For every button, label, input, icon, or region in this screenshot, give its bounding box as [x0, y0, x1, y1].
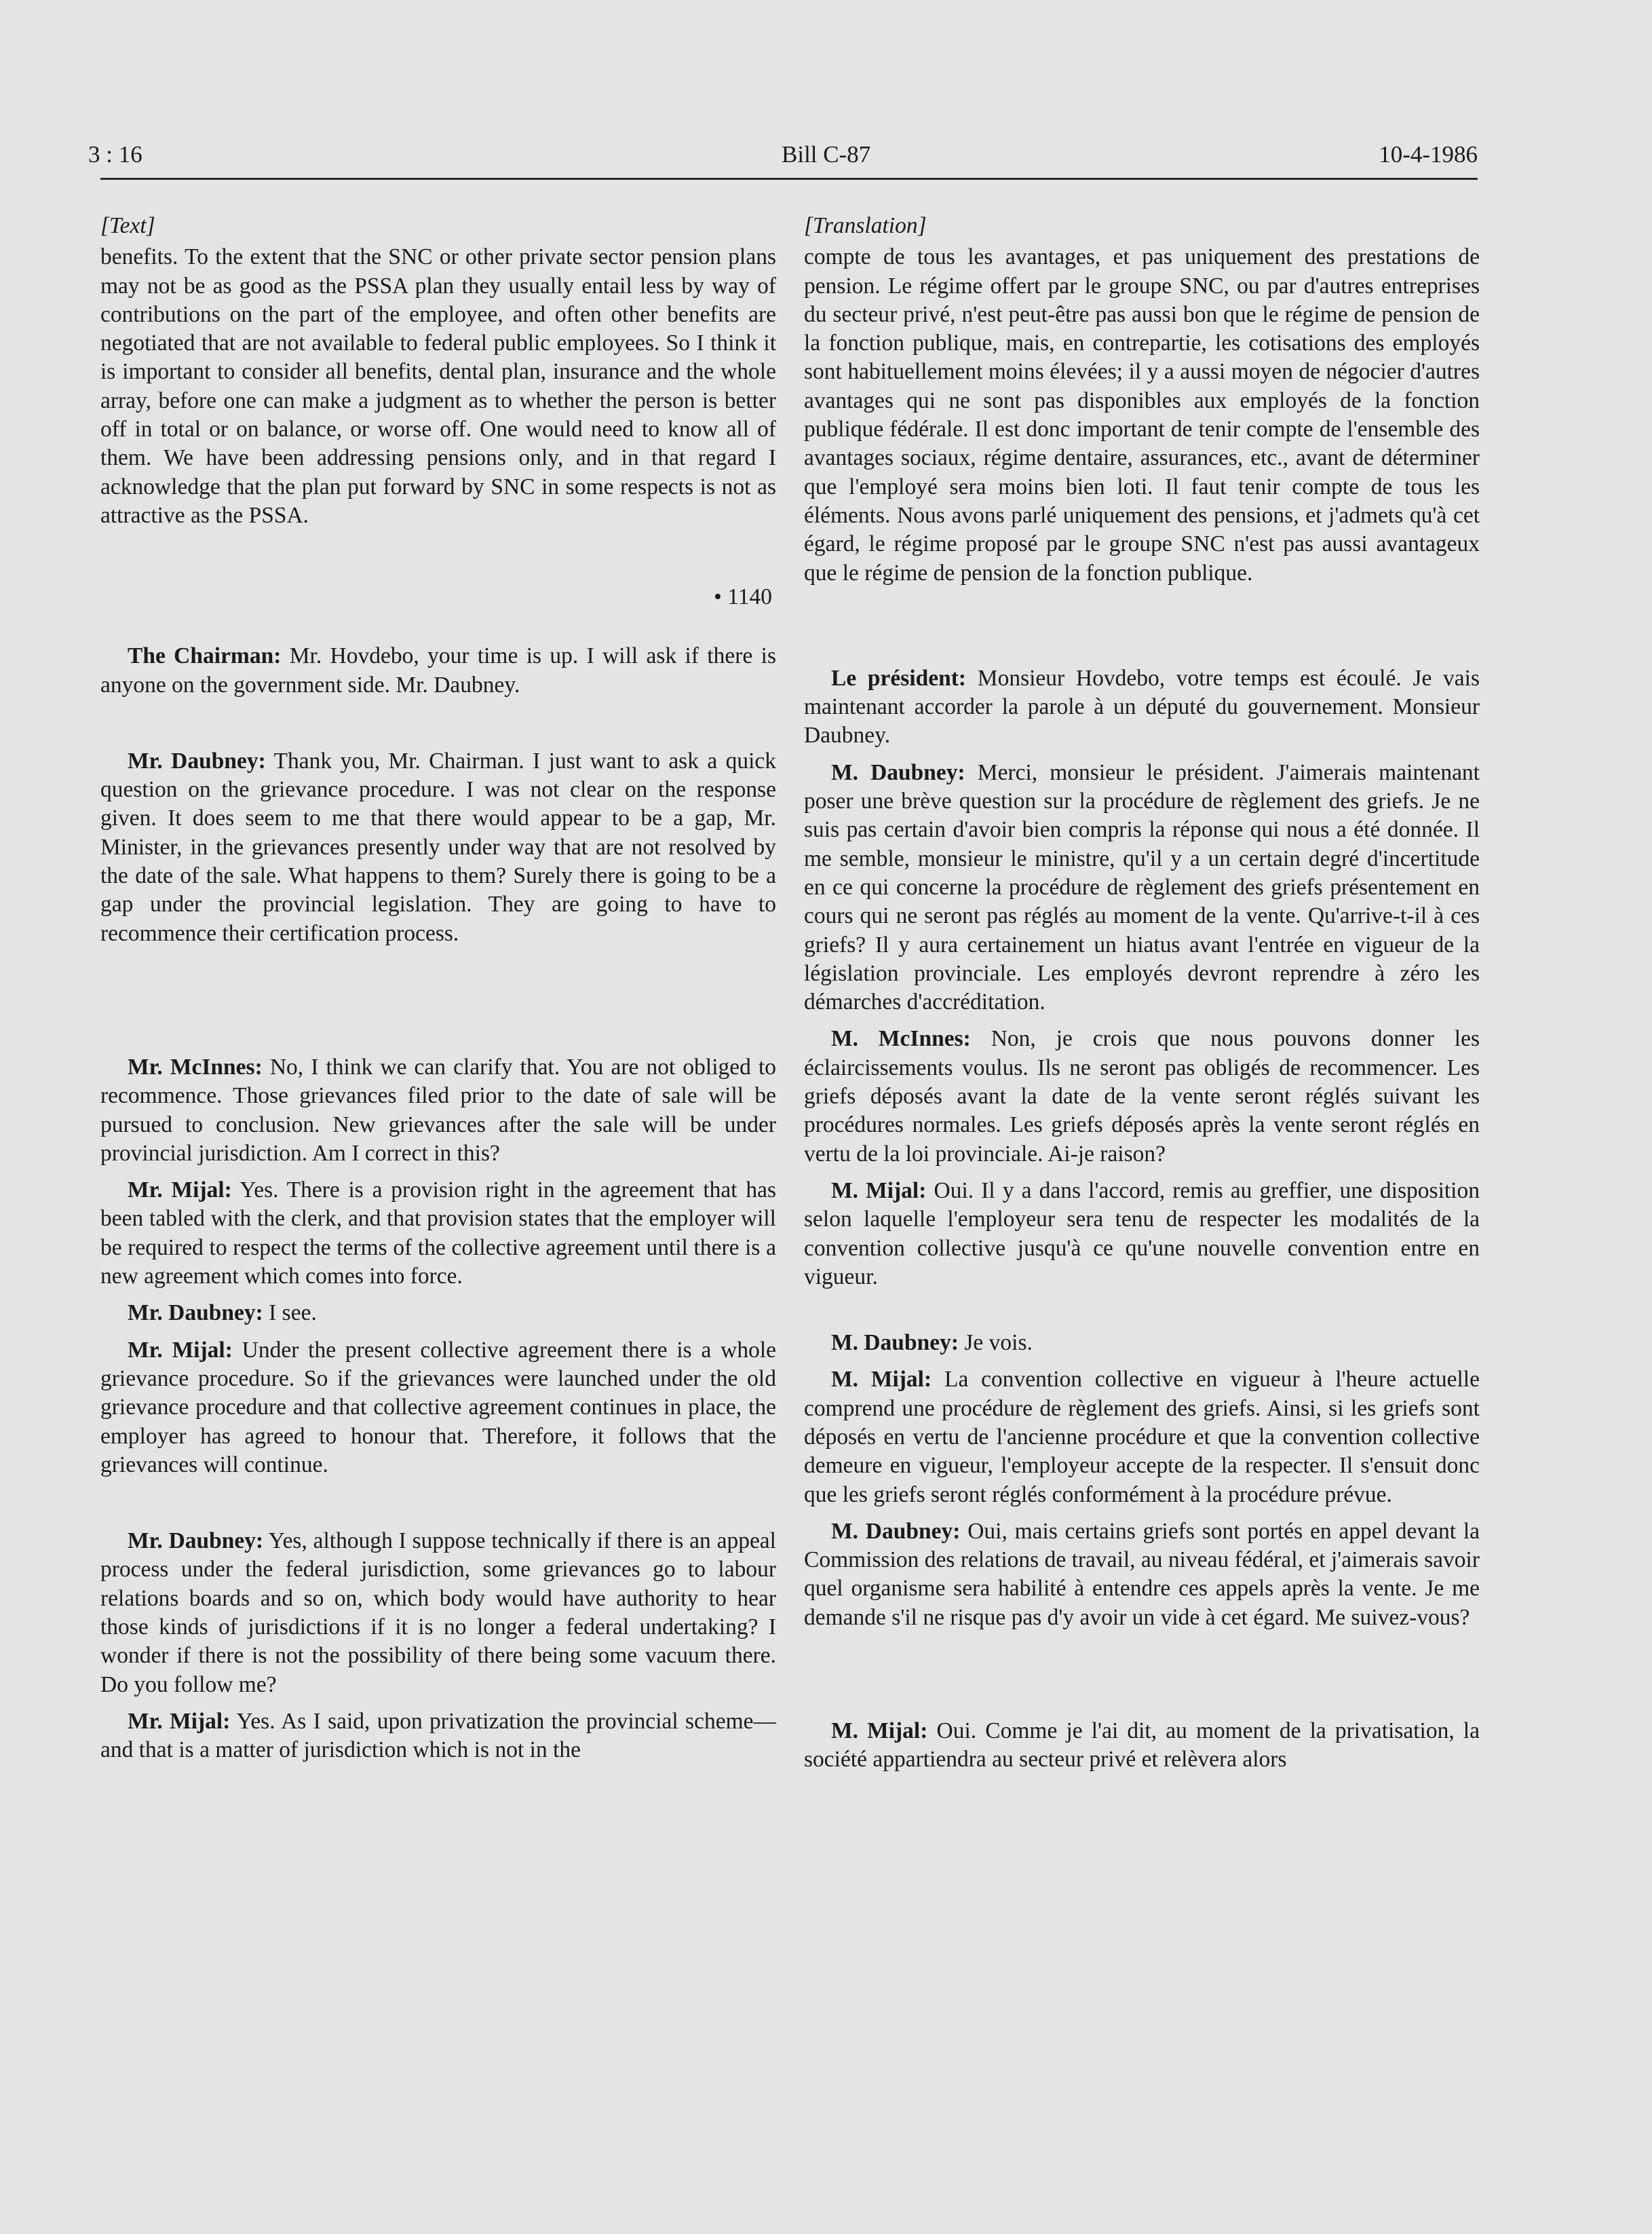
speaker-name: Mr. Daubney:: [128, 1300, 263, 1326]
speech-text: Oui, mais certains griefs sont portés en appel devant la Commission des relations de travail, au niveau fédéral, et j'aimerais savoir quel organisme sera habilité à entendre ces appels après la vente. Je me demande s'il ne risque pas d'y avoir un vide à cet égard. Me suivez-vous?: [804, 1518, 1480, 1630]
speaker-name: M. Mijal:: [831, 1718, 928, 1744]
speech-text: I see.: [263, 1300, 317, 1326]
speech-mijal-2-fr: [804, 1365, 1480, 1509]
speaker-name: Mr. Daubney:: [128, 748, 266, 774]
speech-daubney-2: [100, 1299, 776, 1327]
speech-text: Monsieur Hovdebo, votre temps est écoulé. Je vais maintenant accorder la parole à un député du gouvernement. Monsieur Daubney.: [804, 665, 1480, 749]
speech-text: Non, je crois que nous pouvons donner les éclaircissements voulus. Ils ne seront pas obligés de recommencer. Les griefs déposés avant la date de la vente seront réglés suivant les procédures normales. Les griefs déposés après la vente seront réglés en vertu de la loi provinciale. Ai-je raison?: [804, 1026, 1480, 1167]
paragraph-benefits: benefits. To the extent that the SNC or other private sector pension plans may not be as good as the PSSA plan they usually entail less by way of contributions on the part of the employee, and often other benefits are negotiated that are not available to federal public employees. So I think it is important to consider all benefits, dental plan, insurance and the whole array, before one can make a judgment as to whether the person is better off in total or on balance, or worse off. One would need to know all of them. We have been addressing pensions only, and in that regard I acknowledge that the plan put forward by SNC in some respects is not as attractive as the PSSA.: [100, 244, 776, 528]
column-label-translation: [Translation]: [804, 213, 927, 238]
speaker-name: M. Daubney:: [831, 1330, 959, 1356]
speech-text: No, I think we can clarify that. You are not obliged to recommence. Those grievances filed prior to the date of sale will be pursued to conclusion. New grievances after the sale will be under provincial jurisdiction. Am I correct in this?: [100, 1054, 777, 1166]
speaker-name: M. Mijal:: [831, 1177, 927, 1203]
speech-mijal-1: [100, 1176, 776, 1291]
speech-daubney-1: [100, 747, 776, 948]
speech-daubney-3: [100, 1527, 776, 1699]
speech-text: Yes, although I suppose technically if there is an appeal process under the federal jurisdiction, some grievances go to labour relations boards and so on, which body would have authority to hear those kinds of jurisdictions if it is no longer a federal undertaking? I wonder if there is not the possibility of there being some vacuum there. Do you follow me?: [100, 1528, 776, 1697]
speaker-name: Le président:: [831, 665, 967, 691]
document-date: 10-4-1986: [1379, 141, 1478, 168]
speaker-name: M. McInnes:: [831, 1026, 971, 1052]
speech-text: Thank you, Mr. Chairman. I just want to ask a quick question on the grievance procedure. I was not clear on the response given. It does seem to me that there would appear to be a gap, Mr. Minister, in the grievances presently under way that are not resolved by the date of the sale. What happens to them? Surely there is going to be a gap under the provincial legislation. They are going to have to recommence their certification process.: [100, 748, 776, 946]
paragraph-avantages: compte de tous les avantages, et pas uniquement des prestations de pension. Le régime offert par le groupe SNC, ou par d'autres entreprises du secteur privé, n'est peut-être pas aussi bon que le régime de pension de la fonction publique, mais, en contrepartie, les cotisations des employés sont habituellement moins élevées; il y a aussi moyen de négocier d'autres avantages qui ne sont pas disponibles aux employés de la fonction publique fédérale. Il est donc important de tenir compte de l'ensemble des avantages sociaux, régime dentaire, assurances, etc., avant de déterminer que l'employé sera moins bien loti. Il faut tenir compte de tous les éléments. Nous avons parlé uniquement des pensions, et j'admets qu'à cet égard, le régime proposé par le groupe SNC n'est pas aussi avantageux que le régime de pension de la fonction publique.: [804, 244, 1480, 586]
time-marker-block: [100, 530, 776, 642]
speech-text: La convention collective en vigueur à l'heure actuelle comprend une procédure de règlement des griefs. Ainsi, si les griefs sont déposés en vertu de l'ancienne procédure et que la convention collective demeure en vigueur, l'employeur accepte de la respecter. Il s'ensuit donc que les griefs seront réglés conformément à la procédure prévue.: [804, 1367, 1480, 1507]
document-title: Bill C-87: [782, 141, 871, 168]
time-marker: • 1140: [714, 584, 772, 610]
english-column: [100, 212, 776, 1764]
speaker-name: Mr. Mijal:: [128, 1177, 232, 1203]
speaker-name: The Chairman:: [128, 643, 282, 669]
speech-text: Merci, monsieur le président. J'aimerais maintenant poser une brève question sur la procédure de règlement des griefs. Je ne suis pas certain d'avoir bien compris la réponse qui nous a été donnée. Il me semble, monsieur le ministre, qu'il y a un certain degré d'incertitude en ce qui concerne la procédure de règlement des griefs présentement en cours qui ne seront pas réglés au moment de la vente. Qu'arrive-t-il à ces griefs? Il y aura certainement un hiatus avant l'entrée en vigueur de la législation provinciale. Les employés devront reprendre à zéro les démarches d'accréditation.: [804, 759, 1480, 1015]
speech-text: Yes. There is a provision right in the agreement that has been tabled with the clerk, and that provision states that the employer will be required to respect the terms of the collective agreement until there is a new agreement which comes into force.: [100, 1177, 776, 1289]
speech-mijal-3-fr: [804, 1717, 1480, 1775]
speech-text: Under the present collective agreement there is a whole grievance procedure. So if the grievances were launched under the old grievance procedure and that collective agreement continues in place, the employer has agreed to honour that. Therefore, it follows that the grievances will continue.: [100, 1337, 776, 1477]
speech-mcinnes: [100, 1053, 776, 1168]
speaker-name: M. Daubney:: [831, 1518, 961, 1544]
speech-daubney-1-fr: [804, 759, 1480, 1017]
speech-text: Oui. Il y a dans l'accord, remis au greffier, une disposition selon laquelle l'employeur sera tenu de respecter les modalités de la convention collective jusqu'à ce qu'une nouvelle convention entre en vigueur.: [804, 1177, 1480, 1289]
speaker-name: Mr. Mijal:: [128, 1337, 233, 1363]
speech-mcinnes-fr: [804, 1025, 1480, 1168]
speaker-name: Mr. McInnes:: [128, 1054, 263, 1080]
speech-text: Mr. Hovdebo, your time is up. I will ask if there is anyone on the government side. Mr. Daubney.: [100, 643, 776, 698]
speech-mijal-1-fr: [804, 1177, 1480, 1291]
speech-daubney-3-fr: [804, 1517, 1480, 1632]
header-rule: [100, 178, 1478, 180]
speech-president: [804, 664, 1480, 751]
speaker-name: Mr. Daubney:: [128, 1528, 264, 1554]
speech-chairman: [100, 642, 776, 700]
column-label-text: [Text]: [100, 213, 155, 238]
french-column: [804, 212, 1480, 1775]
speaker-name: M. Mijal:: [831, 1367, 932, 1393]
speaker-name: Mr. Mijal:: [128, 1708, 231, 1734]
speech-daubney-2-fr: [804, 1329, 1480, 1357]
speaker-name: M. Daubney:: [831, 759, 965, 785]
speech-text: Je vois.: [958, 1330, 1033, 1356]
page-header: [88, 141, 1478, 179]
speech-mijal-2: [100, 1336, 776, 1479]
speech-mijal-3: [100, 1707, 776, 1765]
speech-text: Yes. As I said, upon privatization the provincial scheme—and that is a matter of jurisdiction which is not in the: [100, 1708, 776, 1763]
page-number: 3 : 16: [88, 141, 142, 168]
speech-text: Oui. Comme je l'ai dit, au moment de la privatisation, la société appartiendra au secteur privé et relèvera alors: [804, 1718, 1480, 1773]
